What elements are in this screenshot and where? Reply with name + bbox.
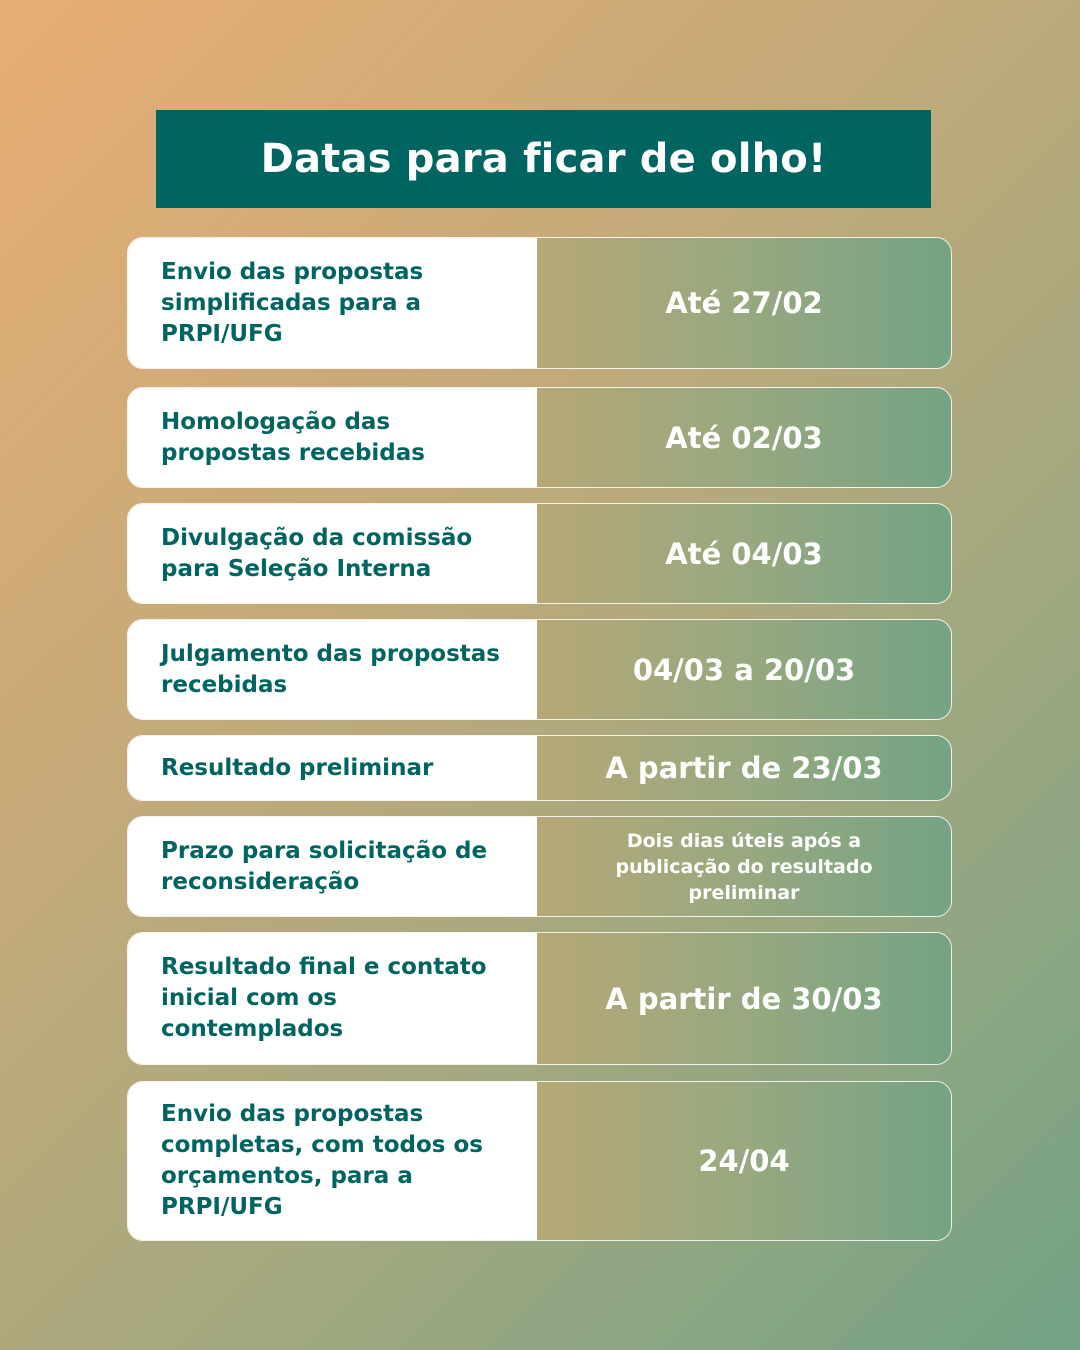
- row-date: Dois dias úteis após a publicação do resultado preliminar: [537, 817, 951, 916]
- row-date: Até 27/02: [537, 238, 951, 368]
- timeline-row-julgamento: [127, 619, 952, 720]
- row-date: A partir de 30/03: [537, 933, 951, 1064]
- row-label: Homologação das propostas recebidas: [128, 388, 537, 487]
- row-date: 24/04: [537, 1082, 951, 1240]
- timeline-row-resultado-preliminar: [127, 735, 952, 801]
- row-date: A partir de 23/03: [537, 736, 951, 800]
- row-date: Até 02/03: [537, 388, 951, 487]
- row-label: Envio das propostas completas, com todos os orçamentos, para a PRPI/UFG: [128, 1082, 537, 1240]
- row-label: Envio das propostas simplificadas para a PRPI/UFG: [128, 238, 537, 368]
- title-banner: [156, 110, 931, 208]
- row-label: Julgamento das propostas recebidas: [128, 620, 537, 719]
- timeline-row-divulgacao-comissao: [127, 503, 952, 604]
- timeline-row-resultado-final: [127, 932, 952, 1065]
- row-date: Até 04/03: [537, 504, 951, 603]
- row-date: 04/03 a 20/03: [537, 620, 951, 719]
- timeline-row-envio-completas: [127, 1081, 952, 1241]
- row-label: Prazo para solicitação de reconsideração: [128, 817, 537, 916]
- timeline-row-reconsideracao: [127, 816, 952, 917]
- timeline-row-envio-simplificadas: [127, 237, 952, 369]
- row-label: Resultado preliminar: [128, 736, 537, 800]
- row-label: Divulgação da comissão para Seleção Interna: [128, 504, 537, 603]
- page-title: Datas para ficar de olho!: [260, 136, 827, 182]
- row-label: Resultado final e contato inicial com os contemplados: [128, 933, 537, 1064]
- timeline-row-homologacao: [127, 387, 952, 488]
